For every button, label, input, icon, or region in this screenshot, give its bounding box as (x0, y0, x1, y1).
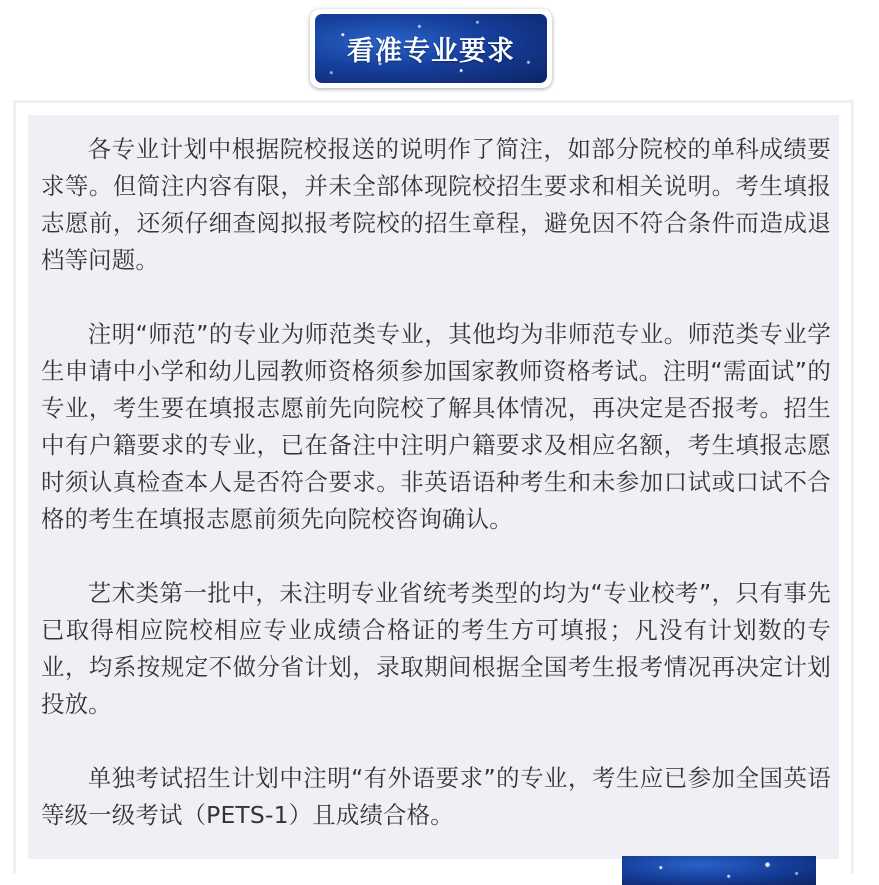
paragraph-normal-interview: 注明“师范”的专业为师范类专业，其他均为非师范专业。师范类专业学生申请中小学和幼儿园教师资格须参加国家教师资格考试。注明“需面试”的专业，考生要在填报志愿前先向院校了解具体情况，再决定是否报考。招生中有户籍要求的专业，已在备注中注明户籍要求及相应名额，考生填报志愿时须认真检查本人是否符合要求。非英语语种考生和未参加口试或口试不合格的考生在填报志愿前须先向院校咨询确认。 (41, 320, 831, 533)
starry-corner-decoration (622, 856, 816, 885)
section-title: 看准专业要求 (347, 36, 515, 67)
starry-badge-background (315, 14, 547, 83)
paragraph-remarks: 各专业计划中根据院校报送的说明作了简注，如部分院校的单科成绩要求等。但简注内容有限，并未全部体现院校招生要求和相关说明。考生填报志愿前，还须仔细查阅拟报考院校的招生章程，避免因不符合条件而造成退档等问题。 (41, 135, 831, 274)
content-body (41, 131, 831, 834)
paragraph-foreign-language: 单独考试招生计划中注明“有外语要求”的专业，考生应已参加全国英语等级一级考试（PETS-1）且成绩合格。 (41, 764, 831, 829)
section-title-badge (310, 9, 552, 88)
paragraph-art-batch: 艺术类第一批中，未注明专业省统考类型的均为“专业校考”，只有事先已取得相应院校相应专业成绩合格证的考生方可填报；凡没有计划数的专业，均系按规定不做分省计划，录取期间根据全国考生报考情况再决定计划投放。 (41, 579, 831, 718)
